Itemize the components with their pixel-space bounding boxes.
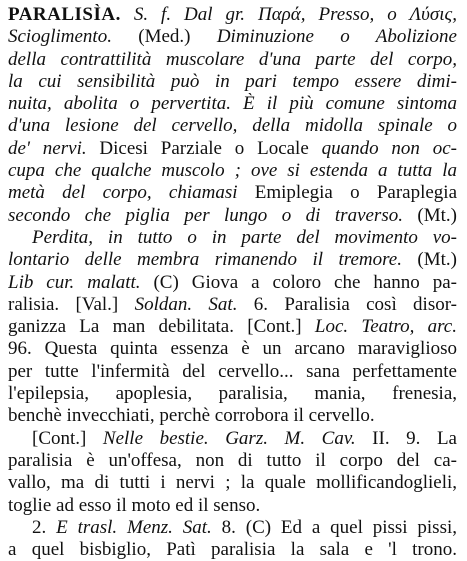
entry-text-run: Scioglimento. [8,26,112,48]
entry-text-run: della contrattilità muscolare d'una parte del corpo, [8,48,457,70]
entry-text-run: 96. Questa quinta essenza è un arcano maraviglioso [8,338,457,360]
entry-text-run: de' nervi. [8,137,100,159]
entry-line [8,405,457,427]
entry-text-run: vallo, ma di tutti i nervi ; la quale mollificandoglieli, [8,472,457,494]
entry-text-run: (Mt.) [417,249,457,271]
entry-line [8,428,457,450]
entry-text-run: d'una lesione del cervello, della midolla spinale o [8,115,457,137]
entry-text-run: (Mt.) [417,204,457,226]
entry-text-run: Nelle bestie. Garz. M. Cav. [102,427,373,449]
entry-text-run: 8. (C) Ed a quel pissi pissi, [221,516,457,538]
entry-text-run: cupa che qualche muscolo ; ove si estenda a tutta la [8,160,457,182]
entry-text-run: per tutte l'infermità del cervello... sana perfettamente [8,360,457,382]
entry-text-run: benchè invecchiati, perchè corrobora il cervello. [8,405,375,427]
entry-text-run: toglie ad esso il moto ed il senso. [8,494,261,516]
entry-line [8,4,457,26]
entry-line [8,316,457,338]
entry-line [8,26,457,48]
dictionary-entry-paralisia [8,4,457,561]
entry-text-run: 6. Paralisia così disor- [253,293,457,315]
entry-line [8,361,457,383]
entry-text-run: Perdita, in tutto o in parte del movimento vo- [32,226,457,248]
entry-text-run: l'epilepsia, apoplesia, paralisia, mania, frenesia, [8,383,457,405]
entry-line [8,115,457,137]
entry-text-run: Loc. Teatro, arc. [314,316,457,338]
entry-line [8,71,457,93]
entry-text-run: (C) Giova a coloro che hanno pa- [153,271,457,293]
entry-text-run: [Cont.] [32,427,103,449]
entry-line [8,182,457,204]
entry-line [8,495,457,517]
entry-line [8,49,457,71]
entry-text-run: S. f. Dal gr. Παρά, Presso, o Λύσις, [120,4,457,25]
entry-line [8,227,457,249]
entry-text-run: paralisia è un'offesa, non di tutto il corpo del ca- [8,449,457,471]
entry-line [8,294,457,316]
entry-line [8,383,457,405]
entry-text-run: nuita, abolita o pervertita. È il più comune sintoma [8,93,457,115]
entry-text-run: Diminuzione o Abolizione [216,26,457,48]
entry-line [8,249,457,271]
entry-line [8,272,457,294]
entry-text-run: a quel bisbiglio, Patì paralisia la sala e 'l trono. [8,539,457,561]
entry-text-run: Lib cur. malatt. [8,271,154,293]
entry-text-run: lontario delle membra rimanendo il tremore. [8,249,418,271]
entry-text-run: Soldan. Sat. [134,293,254,315]
entry-line [8,205,457,227]
entry-line [8,338,457,360]
entry-line [8,160,457,182]
entry-text-run: metà del corpo, chiamasi [8,182,255,204]
entry-text-run: Emiplegia o Paraplegia [254,182,457,204]
entry-line [8,472,457,494]
entry-text-run: E trasl. Menz. Sat. [56,516,222,538]
entry-text-run: secondo che piglia per lungo o di traverso. [8,204,418,226]
entry-text-run: 2. [32,516,57,538]
entry-line [8,138,457,160]
entry-text-run: quando non oc- [321,137,457,159]
entry-text-run: la cui sensibilità può in pari tempo essere dimi- [8,70,457,92]
entry-text-run: Dicesi Parziale o Locale [99,137,322,159]
entry-line [8,450,457,472]
headword: PARALISÌA. [8,4,121,25]
entry-text-run: (Med.) [111,26,217,48]
entry-line [8,93,457,115]
entry-text-run: ralisia. [Val.] [8,293,135,315]
entry-text-run: II. 9. La [372,427,457,449]
entry-line [8,539,457,561]
entry-text-run: ganizza La man debilitata. [Cont.] [8,316,315,338]
